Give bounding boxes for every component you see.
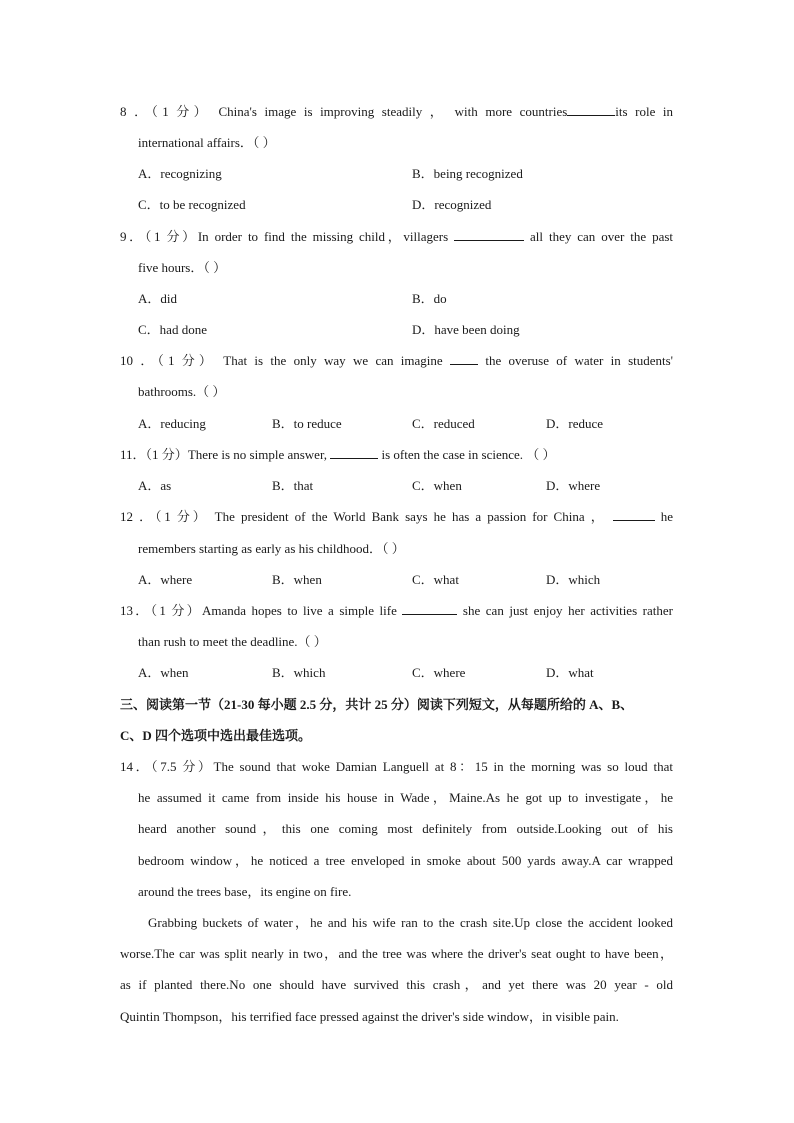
question-13-option-c: C．where (412, 665, 466, 680)
question-10-option-c: C．reduced (412, 416, 475, 431)
question-10-option-d: D．reduce (546, 416, 604, 431)
question-8-stem: 8 ．（1 分） China's image is improving steadily ， with more countries its role in (120, 104, 674, 119)
passage-line: bedroom window，he noticed a tree enveloped in smoke about 500 yards away.A car wrapped (138, 853, 673, 868)
question-11-option-b: B．that (272, 478, 314, 493)
question-12-option-d: D．which (546, 572, 601, 587)
question-12-option-c: C．what (412, 572, 459, 587)
passage-line: he assumed it came from inside his house in Wade，Maine.As he got up to investigate，he (138, 790, 673, 805)
passage-paragraph-2-line: Quintin Thompson，his terrified face pressed against the driver's side window，in visible pain. (120, 1009, 619, 1024)
passage-paragraph-2-line: Grabbing buckets of water，he and his wife ran to the crash site.Up close the accident looked (148, 915, 673, 930)
question-12-continuation: remembers starting as early as his childhood．（ ） (138, 541, 405, 556)
question-10-option-b: B．to reduce (272, 416, 342, 431)
passage-line: around the trees base，its engine on fire. (138, 884, 352, 899)
section-heading: 三、阅读第一节（21-30 每小题 2.5 分，共计 25 分）阅读下列短文，从每题所给的 A、B、 (120, 697, 634, 712)
answer-blank (402, 602, 457, 615)
question-11-option-c: C．when (412, 478, 462, 493)
question-8-continuation: international affairs．（ ） (138, 135, 276, 150)
passage-first-line: 14．（7.5 分）The sound that woke Damian Languell at 8：15 in the morning was so loud that (120, 759, 673, 774)
answer-blank (450, 352, 478, 365)
question-9-option-b: B．do (412, 291, 447, 306)
question-8-option-a: A．recognizing (138, 166, 222, 181)
question-10-stem: 10 ．（1 分） That is the only way we can imagine the overuse of water in students' (120, 353, 674, 368)
passage-paragraph-2-line: worse.The car was split nearly in two，and the tree was where the driver's seat ought to have been， (120, 946, 673, 961)
question-9-option-c: C．had done (138, 322, 207, 337)
question-13-option-b: B．which (272, 665, 326, 680)
question-11-option-a: A．as (138, 478, 172, 493)
question-9-stem: 9．（1 分）In order to find the missing child，villagers all they can over the past (120, 229, 674, 244)
question-11-stem: 11．（1 分）There is no simple answer, is often the case in science. （ ） (120, 447, 556, 462)
answer-blank (613, 508, 655, 521)
answer-blank (330, 446, 378, 459)
question-12-option-a: A．where (138, 572, 193, 587)
question-13-stem: 13．（1 分）Amanda hopes to live a simple life she can just enjoy her activities rather (120, 603, 673, 618)
question-13-option-d: D．what (546, 665, 594, 680)
passage-line: heard another sound，this one coming most definitely from outside.Looking out of his (138, 821, 673, 836)
question-9-option-d: D．have been doing (412, 322, 520, 337)
answer-blank (567, 103, 615, 116)
section-heading-continuation: C、D 四个选项中选出最佳选项。 (120, 728, 312, 743)
question-10-option-a: A．reducing (138, 416, 206, 431)
question-12-stem: 12 ．（1 分） The president of the World Bank says he has a passion for China ， he (120, 509, 674, 524)
question-11-option-d: D．where (546, 478, 601, 493)
question-9-option-a: A．did (138, 291, 178, 306)
question-8-option-c: C．to be recognized (138, 197, 246, 212)
question-10-continuation: bathrooms.（ ） (138, 384, 226, 399)
question-8-option-b: B．being recognized (412, 166, 523, 181)
question-8-option-d: D．recognized (412, 197, 492, 212)
question-13-continuation: than rush to meet the deadline.（ ） (138, 634, 327, 649)
question-12-option-b: B．when (272, 572, 322, 587)
question-9-continuation: five hours．（ ） (138, 260, 227, 275)
passage-paragraph-2-line: as if planted there.No one should have survived this crash，and yet there was 20 year - old (120, 977, 673, 992)
question-13-option-a: A．when (138, 665, 189, 680)
answer-blank (454, 228, 524, 241)
